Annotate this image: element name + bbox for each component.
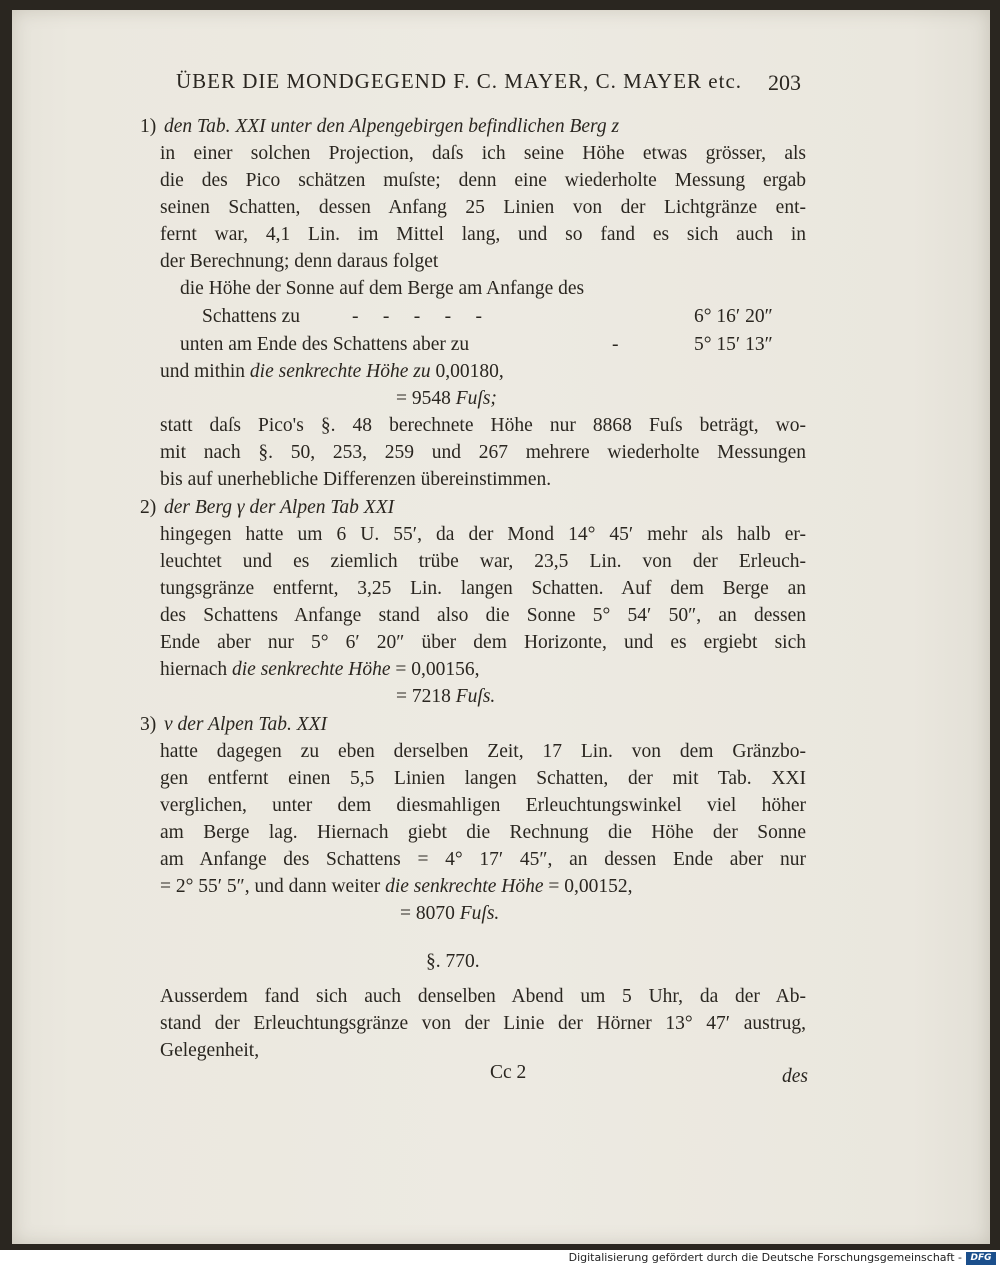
item-1-calc-label: Schattens zu bbox=[202, 306, 301, 327]
item-1-closing-line: mit nach §. 50, 253, 259 und 267 mehrere wiederholte Messungen bbox=[160, 442, 806, 463]
footer-bar bbox=[0, 1250, 1000, 1268]
item-3-title: v der Alpen Tab. XXI bbox=[164, 714, 328, 735]
item-2-result-unit: Fuſs. bbox=[455, 686, 496, 707]
item-1-line: die des Pico schätzen muſste; denn eine wiederholte Messung ergab bbox=[160, 170, 806, 191]
item-1-height-label: die senkrechte Höhe zu bbox=[249, 361, 431, 382]
item-1-line: fernt war, 4,1 Lin. im Mittel lang, und so fand es sich auch in bbox=[160, 224, 806, 245]
item-3-line: hatte dagegen zu eben derselben Zeit, 17 Lin. von dem Gränzbo- bbox=[160, 741, 806, 762]
section-heading: §. 770. bbox=[426, 951, 480, 972]
signature-mark: Cc 2 bbox=[490, 1062, 527, 1083]
item-1-result-value: = 9548 bbox=[396, 388, 451, 409]
item-1-result bbox=[396, 388, 497, 410]
item-1-height-prefix: und mithin bbox=[160, 361, 246, 382]
item-1-number: 1) bbox=[140, 116, 157, 137]
item-1-calc-value: 6° 16′ 20″ bbox=[694, 306, 773, 327]
item-3-result-unit: Fuſs. bbox=[459, 903, 500, 924]
item-3-result-value: = 8070 bbox=[400, 903, 455, 924]
item-2-result bbox=[396, 686, 495, 708]
item-1-result-unit: Fuſs; bbox=[455, 388, 497, 409]
item-3-height-line bbox=[160, 876, 633, 898]
item-3-line: am Berge lag. Hiernach giebt die Rechnung die Höhe der Sonne bbox=[160, 822, 806, 843]
item-2-height-line bbox=[160, 659, 479, 681]
item-2-height-value: = 0,00156, bbox=[395, 659, 480, 680]
item-2-result-value: = 7218 bbox=[396, 686, 451, 707]
item-3-number: 3) bbox=[140, 714, 157, 735]
item-3-height-prefix: = 2° 55′ 5″, und dann weiter bbox=[160, 876, 381, 897]
item-1-calc-label: unten am Ende des Schattens aber zu bbox=[180, 334, 470, 355]
item-1-line: seinen Schatten, dessen Anfang 25 Linien von der Lichtgränze ent- bbox=[160, 197, 806, 218]
item-1-line: in einer solchen Projection, daſs ich seine Höhe etwas grösser, als bbox=[160, 143, 806, 164]
item-3-height-value: = 0,00152, bbox=[548, 876, 633, 897]
item-1-calc-value: 5° 15′ 13″ bbox=[694, 334, 773, 355]
item-1-calc-line: die Höhe der Sonne auf dem Berge am Anfange des bbox=[180, 278, 585, 299]
section-line: stand der Erleuchtungsgränze von der Linie der Hörner 13° 47′ austrug, bbox=[160, 1013, 806, 1034]
item-2-height-prefix: hiernach bbox=[160, 659, 228, 680]
running-title: ÜBER DIE MONDGEGEND F. C. MAYER, C. MAYER etc. bbox=[176, 69, 743, 93]
item-3-height-label: die senkrechte Höhe bbox=[385, 876, 544, 897]
item-1-title: den Tab. XXI unter den Alpengebirgen befindlichen Berg z bbox=[164, 116, 620, 137]
item-1-closing-line: statt daſs Pico's §. 48 berechnete Höhe nur 8868 Fuſs beträgt, wo- bbox=[160, 415, 806, 436]
item-2-height-label: die senkrechte Höhe bbox=[232, 659, 391, 680]
section-line: Ausserdem fand sich auch denselben Abend um 5 Uhr, da der Ab- bbox=[160, 986, 806, 1007]
item-2-line: hingegen hatte um 6 U. 55′, da der Mond 14° 45′ mehr als halb er- bbox=[160, 524, 806, 545]
catchword: des bbox=[782, 1066, 808, 1087]
dfg-logo: DFG bbox=[966, 1252, 996, 1265]
item-1-calc-dash: - bbox=[612, 334, 619, 355]
item-1-height-value: 0,00180, bbox=[435, 361, 504, 382]
item-2-line: leuchtet und es ziemlich trübe war, 23,5 Lin. von der Erleuch- bbox=[160, 551, 806, 572]
item-2-line: Ende aber nur 5° 6′ 20″ über dem Horizonte, und es ergiebt sich bbox=[160, 632, 806, 653]
page-number: 203 bbox=[768, 70, 801, 95]
item-3-line: gen entfernt einen 5,5 Linien langen Schatten, der mit Tab. XXI bbox=[160, 768, 806, 789]
item-2-line: des Schattens Anfange stand also die Sonne 5° 54′ 50″, an dessen bbox=[160, 605, 806, 626]
item-3-line: am Anfange des Schattens = 4° 17′ 45″, an dessen Ende aber nur bbox=[160, 849, 806, 870]
item-2-line: tungsgränze entfernt, 3,25 Lin. langen Schatten. Auf dem Berge an bbox=[160, 578, 806, 599]
item-1-closing-line: bis auf unerhebliche Differenzen übereinstimmen. bbox=[160, 469, 552, 490]
item-1-line: der Berechnung; denn daraus folget bbox=[160, 251, 439, 272]
item-1-height-line bbox=[160, 361, 504, 383]
item-3-result bbox=[400, 903, 499, 925]
item-1-calc-dashes: - - - - - bbox=[352, 306, 482, 327]
item-2-title: der Berg γ der Alpen Tab XXI bbox=[164, 497, 395, 518]
item-3-line: verglichen, unter dem diesmahligen Erleuchtungswinkel viel höher bbox=[160, 795, 806, 816]
section-line: Gelegenheit, bbox=[160, 1040, 260, 1061]
item-2-number: 2) bbox=[140, 497, 157, 518]
footer-text: Digitalisierung gefördert durch die Deutsche Forschungsgemeinschaft - bbox=[568, 1251, 962, 1264]
